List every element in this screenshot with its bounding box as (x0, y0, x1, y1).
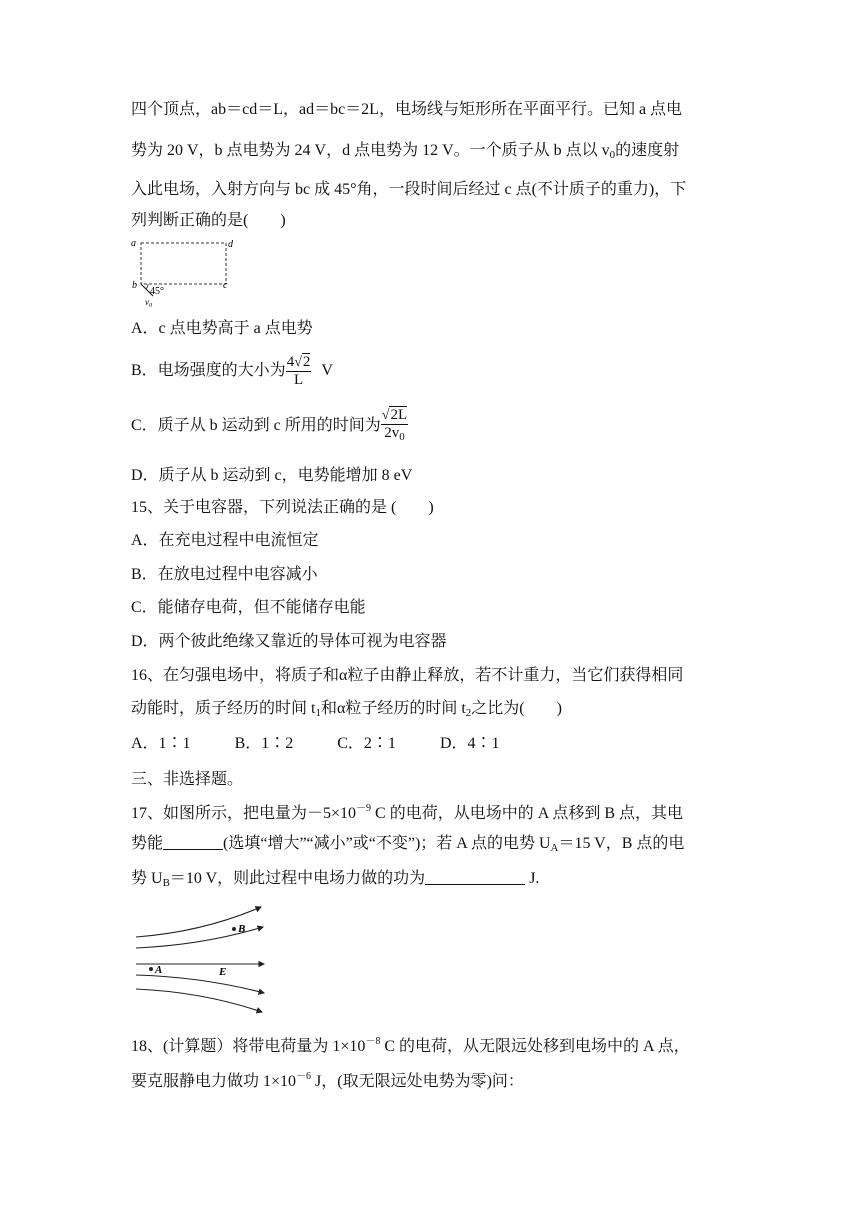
q17-line-3 (131, 869, 539, 893)
angle-label: 45° (150, 286, 164, 297)
fraction-denominator: L (293, 371, 304, 388)
field-e-label: E (219, 966, 227, 978)
q17-line-2-a: 势能 (131, 835, 164, 852)
t2-subscript: 2 (465, 707, 472, 719)
q14-line-2-tail: 的速度射 (615, 142, 680, 159)
fraction-numerator (286, 354, 312, 372)
sqrt-symbol: √ (294, 354, 302, 370)
q17-line-2-c: ＝15 V，B 点的电 (558, 835, 685, 852)
q16-line-1: 16、在匀强电场中，将质子和α粒子由静止释放，若不计重力，当它们获得相同 (131, 667, 684, 684)
q17-line-3-c: J. (525, 870, 540, 887)
q16-option-c: C．2∶1 (337, 735, 396, 752)
q15-stem: 15、关于电容器，下列说法正确的是 ( ) (131, 499, 434, 516)
q17-line-1-b: C 的电荷，从电场中的 A 点移到 B 点，其电 (371, 805, 684, 822)
q14-line-2 (131, 141, 679, 165)
fraction-numerator (381, 407, 408, 425)
q17-exponent: －9 (356, 803, 372, 814)
q18-line-1 (131, 1032, 690, 1057)
q17-line-3-b: ＝10 V，则此过程中电场力做的功为 (169, 870, 426, 887)
q17-line-1 (131, 799, 683, 824)
q16-option-d: D．4∶1 (439, 735, 500, 752)
sqrt-symbol: √ (381, 407, 390, 423)
q15-option-c: C．能储存电荷，但不能储存电能 (131, 599, 366, 616)
q14-line-4: 列判断正确的是( ) (131, 212, 286, 229)
q18-line-2-a: 要克服静电力做功 1×10 (131, 1073, 297, 1090)
q14-rectangle-figure (128, 236, 240, 310)
ua-subscript: A (550, 842, 559, 854)
q14-option-c-text: C．质子从 b 运动到 c 所用的时间为 (131, 417, 381, 434)
velocity-label: $v_0$ (145, 297, 152, 309)
label-a: a (131, 238, 136, 249)
q18-line-1-a: 18、(计算题）将带电荷量为 1×10 (131, 1038, 366, 1055)
radicand: 2 (302, 353, 311, 370)
point-a-dot (149, 967, 153, 971)
point-b-label: B (238, 923, 246, 935)
label-d: d (228, 239, 233, 250)
field-line-5 (136, 989, 262, 1012)
q16-line-2-c: 之比为( ) (471, 700, 562, 717)
q17-line-3-a: 势 U (131, 870, 163, 887)
q15-option-d: D．两个彼此绝缘又靠近的导体可视为电容器 (131, 633, 447, 650)
q15-option-b: B．在放电过程中电容减小 (131, 566, 318, 583)
q14-option-b-unit: V (321, 362, 333, 379)
q16-line-2-a: 动能时，质子经历的时间 t (131, 700, 316, 717)
q14-v0-subscript: 0 (609, 149, 616, 161)
angle-arc (146, 284, 148, 289)
q15-option-a: A．在充电过程中电流恒定 (131, 532, 319, 549)
q16-line-2 (131, 699, 562, 723)
q14-option-b (131, 353, 333, 389)
t1-subscript: 1 (315, 707, 321, 719)
q14-option-b-fraction (286, 354, 312, 389)
q14-option-d: D．质子从 b 运动到 c，电势能增加 8 eV (131, 467, 413, 484)
q16-options (131, 734, 500, 754)
q14-line-3: 入此电场，入射方向与 bc 成 45°角，一段时间后经过 c 点(不计质子的重力)，下 (131, 181, 687, 198)
q18-line-1-b: C 的电荷，从无限远处移到电场中的 A 点， (380, 1038, 690, 1055)
q16-option-b: B．1∶2 (234, 735, 294, 752)
denominator-subscript: 0 (399, 430, 405, 443)
radicand: 2L (390, 406, 408, 423)
q18-line-2 (131, 1067, 524, 1092)
q17-line-2-b: (选填“增大”“减小”或“不变”)；若 A 点的电势 U (223, 835, 551, 852)
denominator-text: 2v (384, 424, 400, 441)
section-3-heading: 三、非选择题。 (131, 771, 244, 788)
rectangle-abcd (141, 243, 226, 284)
q14-line-1: 四个顶点，ab＝cd＝L，ad＝bc＝2L，电场线与矩形所在平面平行。已知 a 点电 (131, 101, 683, 118)
q14-option-c (131, 405, 408, 447)
q14-option-b-text: B．电场强度的大小为 (131, 362, 286, 379)
q18-exponent-2: －6 (296, 1071, 312, 1082)
q16-option-a: A．1∶1 (131, 735, 191, 752)
q17-line-1-a: 17、如图所示，把电量为－5×10 (131, 805, 357, 822)
q18-line-2-b: J，(取无限远处电势为零)问： (311, 1073, 524, 1090)
q17-field-lines-figure (128, 900, 273, 1020)
q14-line-2-text: 势为 20 V，b 点电势为 24 V，d 点电势为 12 V。一个质子从 b 点以 v (131, 142, 610, 159)
q17-line-2 (131, 834, 684, 858)
q14-option-a: A．c 点电势高于 a 点电势 (131, 320, 313, 337)
q17-blank-2[interactable] (425, 870, 525, 885)
point-b-dot (232, 927, 236, 931)
fraction-denominator (381, 425, 408, 446)
q18-exponent-1: －8 (365, 1036, 381, 1047)
label-c: c (223, 280, 228, 291)
ub-subscript: B (162, 877, 170, 889)
numerator-coef: 4 (286, 353, 295, 370)
point-a-label: A (155, 964, 163, 976)
q16-line-2-b: 和α粒子经历的时间 t (320, 700, 466, 717)
q14-option-c-fraction (381, 407, 408, 446)
label-b: b (132, 280, 137, 291)
q17-blank-1[interactable] (163, 835, 223, 850)
